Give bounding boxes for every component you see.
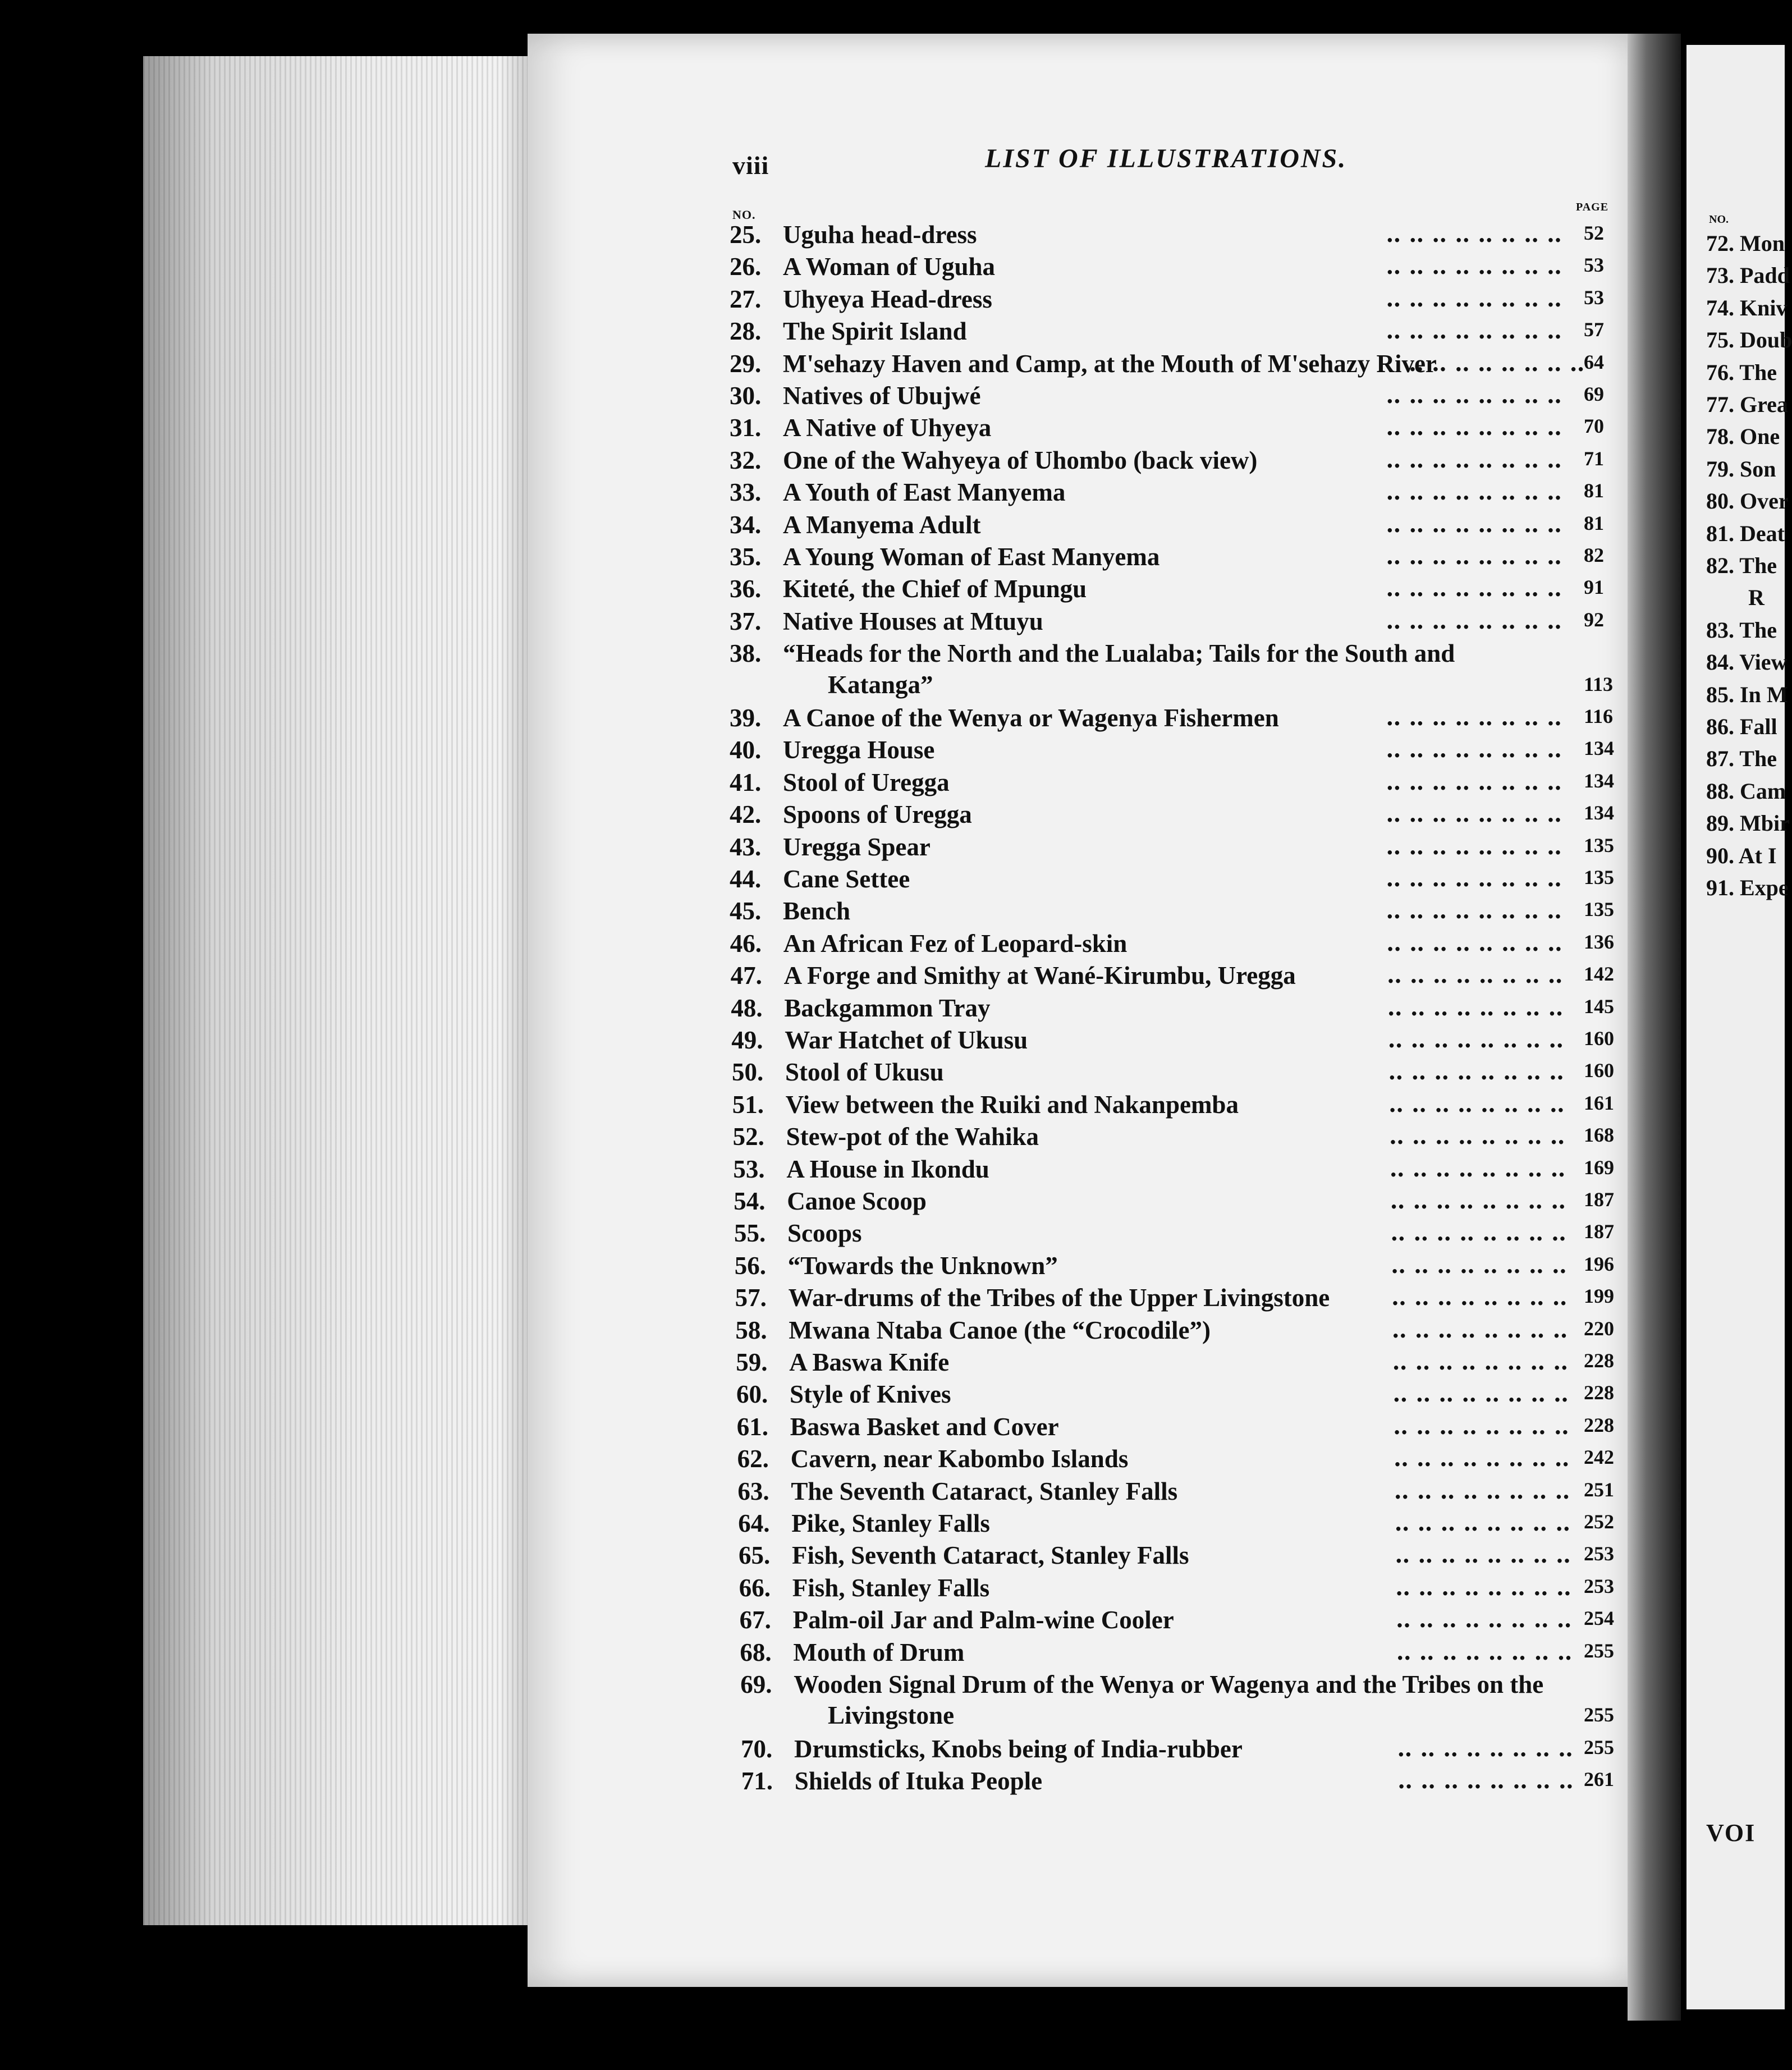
entry-number: 33.	[730, 478, 762, 507]
list-item	[734, 1185, 1631, 1217]
entry-title: Drumsticks, Knobs being of India-rubber	[794, 1734, 1243, 1763]
list-item	[730, 895, 1628, 927]
list-item	[730, 831, 1628, 863]
entry-title: A Young Woman of East Manyema	[783, 543, 1160, 571]
entry-number: 53.	[733, 1155, 765, 1183]
entry-page-number: 134	[1584, 769, 1614, 792]
entry-number: 40.	[730, 736, 762, 764]
entry-page-number: 252	[1584, 1510, 1614, 1533]
entry-number: 61.	[736, 1412, 769, 1441]
entry-title: The Spirit Island	[783, 317, 967, 346]
entry-title: Cavern, near Kabombo Islands	[790, 1445, 1129, 1473]
entry-page-number: 70	[1584, 415, 1604, 438]
right-list-item: 84. View	[1706, 649, 1788, 675]
entry-title: Palm-oil Jar and Palm-wine Cooler	[792, 1606, 1174, 1634]
leader-dots: ‥ ‥ ‥ ‥ ‥ ‥ ‥ ‥	[1386, 544, 1563, 569]
right-list-item: 88. Cam	[1706, 778, 1786, 804]
leader-dots: ‥ ‥ ‥ ‥ ‥ ‥ ‥ ‥	[1386, 963, 1564, 988]
entry-page-number: 228	[1584, 1349, 1614, 1372]
leader-dots: ‥ ‥ ‥ ‥ ‥ ‥ ‥ ‥	[1386, 383, 1563, 408]
list-item	[737, 1476, 1635, 1507]
list-item	[730, 348, 1628, 379]
leader-dots: ‥ ‥ ‥ ‥ ‥ ‥ ‥ ‥	[1409, 350, 1586, 376]
list-item	[730, 573, 1628, 604]
list-item	[731, 1024, 1629, 1056]
entry-title: A Baswa Knife	[789, 1348, 950, 1376]
entry-page-number: 134	[1584, 737, 1614, 760]
entry-number: 69.	[740, 1670, 772, 1698]
right-list-item: 89. Mbir	[1706, 810, 1790, 836]
entry-title-continued: Katanga”	[828, 670, 933, 699]
page-fore-edge	[143, 56, 536, 1925]
entry-title-continued: Livingstone	[828, 1701, 955, 1730]
entry-number: 38.	[730, 639, 762, 668]
entry-number: 27.	[730, 285, 762, 313]
right-list-item: 80. Over	[1706, 488, 1789, 514]
list-item	[736, 1347, 1634, 1378]
list-item	[730, 315, 1628, 347]
entry-page-number: 228	[1584, 1413, 1614, 1436]
entry-page-number: 187	[1584, 1220, 1614, 1243]
leader-dots: ‥ ‥ ‥ ‥ ‥ ‥ ‥ ‥	[1386, 511, 1563, 537]
entry-page-number: 142	[1584, 963, 1614, 986]
entry-number: 26.	[730, 253, 762, 281]
list-item	[740, 1604, 1638, 1636]
list-item	[730, 638, 1628, 669]
entry-title: War-drums of the Tribes of the Upper Livingstone	[788, 1284, 1330, 1312]
right-list-item: 86. Fall	[1706, 714, 1777, 739]
right-list-item: 79. Son	[1706, 456, 1776, 482]
leader-dots: ‥ ‥ ‥ ‥ ‥ ‥ ‥ ‥	[1390, 1220, 1568, 1246]
entry-number: 70.	[741, 1734, 773, 1763]
entry-page-number: 220	[1584, 1317, 1614, 1340]
leader-dots: ‥ ‥ ‥ ‥ ‥ ‥ ‥ ‥	[1390, 1188, 1568, 1213]
list-item	[735, 1250, 1633, 1281]
leader-dots: ‥ ‥ ‥ ‥ ‥ ‥ ‥ ‥	[1386, 447, 1563, 473]
entry-page-number: 81	[1584, 511, 1604, 534]
entry-page-number: 71	[1584, 447, 1604, 470]
entry-number: 34.	[730, 510, 762, 539]
leader-dots: ‥ ‥ ‥ ‥ ‥ ‥ ‥ ‥	[1386, 576, 1563, 602]
right-page-fragment	[1686, 45, 1792, 2009]
entry-title: A Canoe of the Wenya or Wagenya Fishermen	[783, 704, 1279, 732]
leader-dots: ‥ ‥ ‥ ‥ ‥ ‥ ‥ ‥	[1393, 1413, 1570, 1439]
entry-page-number: 253	[1584, 1574, 1614, 1597]
entry-number: 29.	[730, 349, 762, 378]
entry-title: Mouth of Drum	[793, 1638, 965, 1666]
entry-page-number: 53	[1584, 254, 1604, 277]
entry-title: A Native of Uhyeya	[783, 414, 992, 442]
entry-number: 63.	[737, 1477, 769, 1505]
entry-page-number: 135	[1584, 898, 1614, 921]
entry-number: 64.	[738, 1509, 770, 1537]
right-list-item: 87. The	[1706, 746, 1777, 772]
entry-number: 56.	[734, 1251, 767, 1280]
list-item	[730, 445, 1628, 476]
leader-dots: ‥ ‥ ‥ ‥ ‥ ‥ ‥ ‥	[1397, 1768, 1575, 1794]
entry-title: Natives of Ubujwé	[783, 382, 981, 410]
entry-page-number: 81	[1584, 479, 1604, 502]
entry-title: Uhyeya Head-dress	[783, 285, 992, 313]
entry-page-number: 242	[1584, 1446, 1614, 1469]
right-list-item: 75. Doub	[1706, 327, 1792, 353]
entry-number: 62.	[737, 1445, 769, 1473]
leader-dots: ‥ ‥ ‥ ‥ ‥ ‥ ‥ ‥	[1388, 1124, 1566, 1150]
entry-title: Bench	[783, 897, 851, 926]
leader-dots: ‥ ‥ ‥ ‥ ‥ ‥ ‥ ‥	[1386, 415, 1563, 441]
leader-dots: ‥ ‥ ‥ ‥ ‥ ‥ ‥ ‥	[1397, 1735, 1574, 1761]
list-item	[733, 1121, 1631, 1152]
page-title: LIST OF ILLUSTRATIONS.	[985, 144, 1348, 173]
entry-number: 30.	[730, 382, 762, 410]
entry-number: 51.	[732, 1090, 764, 1119]
entry-page-number: 113	[1584, 672, 1614, 695]
right-list-item: 74. Kniv	[1706, 295, 1788, 320]
entry-number: 35.	[730, 543, 762, 571]
entry-page-number: 92	[1584, 608, 1604, 631]
leader-dots: ‥ ‥ ‥ ‥ ‥ ‥ ‥ ‥	[1394, 1478, 1571, 1504]
leader-dots: ‥ ‥ ‥ ‥ ‥ ‥ ‥ ‥	[1388, 1091, 1566, 1117]
leader-dots: ‥ ‥ ‥ ‥ ‥ ‥ ‥ ‥	[1386, 254, 1563, 280]
entry-page-number: 261	[1584, 1768, 1614, 1791]
entry-number: 71.	[741, 1767, 773, 1796]
leader-dots: ‥ ‥ ‥ ‥ ‥ ‥ ‥ ‥	[1387, 1027, 1565, 1052]
right-list-item: 81. Deat	[1706, 520, 1785, 546]
entry-title: “Towards the Unknown”	[787, 1251, 1058, 1280]
leader-dots: ‥ ‥ ‥ ‥ ‥ ‥ ‥ ‥	[1386, 769, 1563, 795]
entry-title: M'sehazy Haven and Camp, at the Mouth of M'sehazy River	[783, 349, 1437, 378]
list-item	[730, 412, 1628, 443]
entry-title: Backgammon Tray	[784, 993, 991, 1022]
entry-number: 28.	[730, 317, 762, 346]
list-item	[730, 251, 1628, 282]
leader-dots: ‥ ‥ ‥ ‥ ‥ ‥ ‥ ‥	[1392, 1349, 1570, 1375]
entry-number: 44.	[730, 865, 762, 893]
entry-page-number: 136	[1584, 930, 1614, 953]
entry-number: 55.	[734, 1219, 766, 1248]
entry-title: An African Fez of Leopard-skin	[783, 929, 1128, 958]
leader-dots: ‥ ‥ ‥ ‥ ‥ ‥ ‥ ‥	[1386, 898, 1563, 924]
leader-dots: ‥ ‥ ‥ ‥ ‥ ‥ ‥ ‥	[1386, 737, 1563, 763]
leader-dots: ‥ ‥ ‥ ‥ ‥ ‥ ‥ ‥	[1391, 1317, 1569, 1343]
entry-page-number: 82	[1584, 544, 1604, 566]
right-list-item: 85. In M	[1706, 681, 1788, 707]
entry-number: 46.	[730, 929, 762, 958]
list-item	[737, 1411, 1635, 1442]
entry-page-number: 64	[1584, 350, 1604, 373]
entry-number: 45.	[730, 897, 762, 926]
list-item	[730, 477, 1628, 508]
list-item	[732, 1056, 1630, 1088]
entry-page-number: 228	[1584, 1381, 1614, 1404]
list-item	[735, 1282, 1633, 1313]
right-list-item: 83. The	[1706, 617, 1777, 643]
entry-page-number: 69	[1584, 383, 1604, 405]
entry-title: Pike, Stanley Falls	[791, 1509, 990, 1537]
entry-number: 39.	[730, 704, 762, 732]
entry-title: A House in Ikondu	[786, 1155, 989, 1183]
leader-dots: ‥ ‥ ‥ ‥ ‥ ‥ ‥ ‥	[1391, 1285, 1569, 1311]
leader-dots: ‥ ‥ ‥ ‥ ‥ ‥ ‥ ‥	[1388, 1059, 1565, 1085]
entry-page-number: 255	[1584, 1639, 1614, 1662]
entry-page-number: 160	[1584, 1059, 1614, 1082]
entry-number: 25.	[730, 221, 762, 249]
right-list-item: 73. Padd	[1706, 263, 1790, 288]
entry-title: “Heads for the North and the Lualaba; Tails for the South and	[783, 639, 1455, 668]
entry-page-number: 169	[1584, 1156, 1614, 1179]
leader-dots: ‥ ‥ ‥ ‥ ‥ ‥ ‥ ‥	[1386, 318, 1563, 344]
entry-number: 32.	[730, 446, 762, 474]
book-gutter	[1628, 34, 1681, 2021]
leader-dots: ‥ ‥ ‥ ‥ ‥ ‥ ‥ ‥	[1386, 705, 1563, 730]
entry-title: Cane Settee	[783, 865, 910, 893]
entry-page-number: 116	[1584, 705, 1614, 727]
entry-number: 37.	[730, 607, 762, 635]
leader-dots: ‥ ‥ ‥ ‥ ‥ ‥ ‥ ‥	[1386, 866, 1563, 891]
entry-number: 41.	[730, 768, 762, 796]
entry-number: 67.	[739, 1606, 771, 1634]
entry-title: A Youth of East Manyema	[783, 478, 1066, 507]
list-item	[739, 1540, 1637, 1571]
entry-number: 57.	[735, 1284, 767, 1312]
leader-dots: ‥ ‥ ‥ ‥ ‥ ‥ ‥ ‥	[1386, 479, 1563, 505]
right-list-item: 82. The	[1706, 553, 1777, 578]
leader-dots: ‥ ‥ ‥ ‥ ‥ ‥ ‥ ‥	[1386, 802, 1563, 827]
entry-page-number: 135	[1584, 834, 1614, 857]
right-list-item: 78. One	[1706, 424, 1780, 450]
right-column-header-no: NO.	[1709, 213, 1729, 226]
entry-title: Native Houses at Mtuyu	[783, 607, 1043, 635]
list-item	[740, 1637, 1638, 1668]
column-header-page: PAGE	[1576, 201, 1609, 213]
list-item	[730, 863, 1628, 895]
list-item	[740, 1669, 1638, 1700]
entry-page-number: 251	[1584, 1478, 1614, 1501]
entry-page-number: 187	[1584, 1188, 1614, 1211]
entry-title: A Manyema Adult	[783, 510, 981, 539]
list-item	[732, 1089, 1630, 1120]
leader-dots: ‥ ‥ ‥ ‥ ‥ ‥ ‥ ‥	[1395, 1607, 1573, 1633]
entry-number: 66.	[739, 1573, 771, 1602]
leader-dots: ‥ ‥ ‥ ‥ ‥ ‥ ‥ ‥	[1386, 608, 1563, 634]
entry-number: 47.	[730, 961, 762, 990]
list-item	[730, 380, 1628, 411]
entry-title: Fish, Seventh Cataract, Stanley Falls	[792, 1541, 1189, 1570]
entry-number: 59.	[736, 1348, 768, 1376]
entry-title: A Woman of Uguha	[783, 253, 996, 281]
entry-title: The Seventh Cataract, Stanley Falls	[791, 1477, 1178, 1505]
entry-page-number: 134	[1584, 802, 1614, 825]
entry-number: 31.	[730, 414, 762, 442]
entry-number: 42.	[730, 800, 762, 829]
leader-dots: ‥ ‥ ‥ ‥ ‥ ‥ ‥ ‥	[1391, 1252, 1568, 1278]
list-item	[739, 1572, 1637, 1604]
leader-dots: ‥ ‥ ‥ ‥ ‥ ‥ ‥ ‥	[1395, 1574, 1573, 1600]
entry-number: 58.	[735, 1316, 767, 1344]
entry-title: Baswa Basket and Cover	[790, 1412, 1059, 1441]
list-item	[730, 928, 1628, 959]
list-item	[735, 1315, 1633, 1346]
entry-title: Style of Knives	[790, 1380, 951, 1409]
entry-page-number: 255	[1584, 1735, 1614, 1758]
entry-number: 68.	[740, 1638, 772, 1666]
entry-title: Fish, Stanley Falls	[792, 1573, 990, 1602]
entry-title: Shields of Ituka People	[794, 1767, 1043, 1796]
entry-number: 48.	[731, 993, 763, 1022]
list-item	[731, 960, 1629, 991]
entry-title: Scoops	[787, 1219, 862, 1248]
entry-page-number: 145	[1584, 995, 1614, 1018]
entry-title: Stool of Uregga	[783, 768, 950, 796]
entry-title: One of the Wahyeya of Uhombo (back view)	[783, 446, 1258, 474]
leader-dots: ‥ ‥ ‥ ‥ ‥ ‥ ‥ ‥	[1395, 1542, 1572, 1568]
entry-page-number: 53	[1584, 286, 1604, 309]
right-page-footer: VOI	[1706, 1819, 1756, 1847]
column-header-no: NO.	[732, 208, 756, 222]
list-item	[741, 1733, 1639, 1765]
leader-dots: ‥ ‥ ‥ ‥ ‥ ‥ ‥ ‥	[1392, 1381, 1570, 1407]
entry-page-number: 255	[1584, 1703, 1614, 1726]
entry-page-number: 52	[1584, 222, 1604, 244]
leader-dots: ‥ ‥ ‥ ‥ ‥ ‥ ‥ ‥	[1386, 930, 1564, 956]
entry-title: Stew-pot of the Wahika	[786, 1123, 1039, 1151]
right-list-item: 76. The	[1706, 359, 1777, 385]
entry-page-number: 254	[1584, 1607, 1614, 1630]
entry-number: 65.	[739, 1541, 771, 1570]
entry-title: War Hatchet of Ukusu	[785, 1026, 1028, 1054]
list-item	[741, 1765, 1639, 1797]
entry-title: Kiteté, the Chief of Mpungu	[783, 575, 1087, 603]
list-item	[730, 283, 1628, 315]
entry-page-number: 196	[1584, 1252, 1614, 1275]
leader-dots: ‥ ‥ ‥ ‥ ‥ ‥ ‥ ‥	[1386, 834, 1563, 859]
entry-title: View between the Ruiki and Nakanpemba	[785, 1090, 1239, 1119]
leader-dots: ‥ ‥ ‥ ‥ ‥ ‥ ‥ ‥	[1387, 995, 1565, 1020]
entry-page-number: 160	[1584, 1027, 1614, 1050]
entry-number: 43.	[730, 832, 762, 861]
entry-page-number: 91	[1584, 576, 1604, 599]
leader-dots: ‥ ‥ ‥ ‥ ‥ ‥ ‥ ‥	[1394, 1510, 1572, 1536]
entry-title: Uregga House	[783, 736, 935, 764]
leader-dots: ‥ ‥ ‥ ‥ ‥ ‥ ‥ ‥	[1396, 1639, 1574, 1665]
right-list-item: 91. Expe	[1706, 875, 1789, 900]
list-item	[730, 606, 1628, 637]
entry-title: Canoe Scoop	[787, 1187, 927, 1215]
entry-number: 60.	[736, 1380, 768, 1409]
list-item	[736, 1379, 1634, 1410]
entry-title: Stool of Ukusu	[785, 1058, 944, 1087]
entry-page-number: 161	[1584, 1091, 1614, 1114]
entry-number: 52.	[732, 1123, 764, 1151]
page-number: viii	[732, 151, 769, 180]
list-item	[738, 1508, 1636, 1539]
list-item	[737, 1443, 1635, 1474]
right-list-item: 77. Grea	[1706, 392, 1788, 417]
entry-title: Uregga Spear	[783, 832, 931, 861]
entry-page-number: 253	[1584, 1542, 1614, 1565]
leader-dots: ‥ ‥ ‥ ‥ ‥ ‥ ‥ ‥	[1393, 1446, 1571, 1472]
entry-title: Spoons of Uregga	[783, 800, 972, 829]
leader-dots: ‥ ‥ ‥ ‥ ‥ ‥ ‥ ‥	[1389, 1156, 1567, 1181]
entry-number: 36.	[730, 575, 762, 603]
list-item	[730, 541, 1628, 573]
entry-title: Wooden Signal Drum of the Wenya or Wagenya and the Tribes on the	[794, 1670, 1544, 1698]
entry-title: Uguha head-dress	[783, 221, 977, 249]
list-item	[730, 702, 1628, 734]
list-item	[730, 799, 1628, 830]
entry-page-number: 168	[1584, 1124, 1614, 1147]
list-item	[730, 509, 1628, 541]
right-list-item: 90. At I	[1706, 842, 1777, 868]
entry-page-number: 199	[1584, 1285, 1614, 1308]
list-item	[733, 1153, 1631, 1185]
entry-number: 50.	[732, 1058, 764, 1087]
list-item	[731, 992, 1629, 1024]
leader-dots: ‥ ‥ ‥ ‥ ‥ ‥ ‥ ‥	[1386, 286, 1563, 312]
entry-page-number: 57	[1584, 318, 1604, 341]
entry-title: A Forge and Smithy at Wané-Kirumbu, Uregga	[783, 961, 1296, 990]
entry-number: 49.	[731, 1026, 763, 1054]
right-list-item: R	[1748, 585, 1764, 611]
list-item	[730, 767, 1628, 798]
entry-number: 54.	[734, 1187, 766, 1215]
entry-title: Mwana Ntaba Canoe (the “Crocodile”)	[789, 1316, 1211, 1344]
list-item	[730, 734, 1628, 766]
leader-dots: ‥ ‥ ‥ ‥ ‥ ‥ ‥ ‥	[1386, 222, 1563, 247]
right-list-item: 72. Mon	[1706, 231, 1785, 256]
entry-page-number: 135	[1584, 866, 1614, 889]
list-item	[734, 1217, 1632, 1249]
list-item	[730, 219, 1628, 250]
